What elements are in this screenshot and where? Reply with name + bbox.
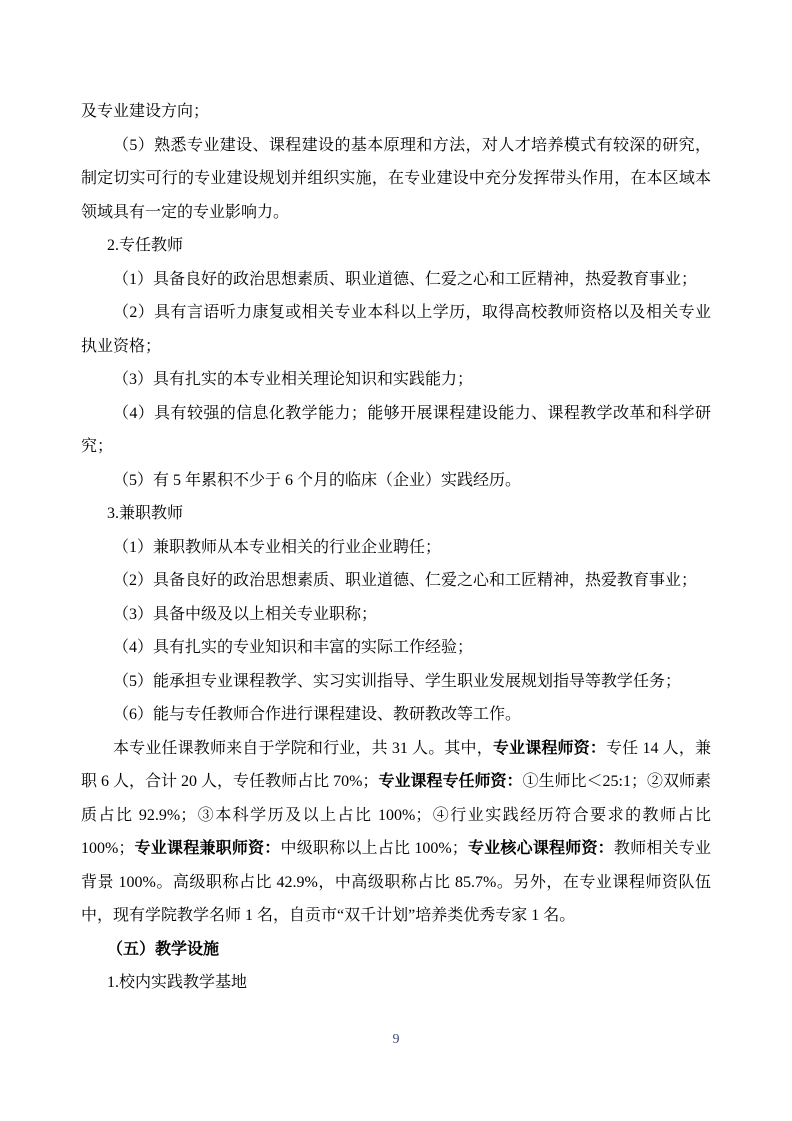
list-item: （6）能与专任教师合作进行课程建设、教研教改等工作。 <box>113 706 522 723</box>
list-item: （3）具有扎实的本专业相关理论知识和实践能力； <box>113 371 474 388</box>
subsection-heading-campus-practice-base: 1.校内实践教学基地 <box>107 974 248 991</box>
teacher-summary-paragraph <box>81 732 711 933</box>
summary-run: ①生师比＜25:1；②双师素质占比 92.9%；③本科学历及以上占比 100%；④行业实践经历符合要求的教师占比 100%； <box>81 773 711 857</box>
section-heading-teaching-facilities: （五）教学设施 <box>107 940 220 958</box>
paragraph: （5）熟悉专业建设、课程建设的基本原理和方法，对人才培养模式有较深的研究，制定切实可行的专业建设规划并组织实施，在专业建设中充分发挥带头作用，在本区域本领域具有一定的专业影响力。 <box>81 136 711 221</box>
list-item: （4）具有扎实的专业知识和丰富的实际工作经验； <box>113 639 474 656</box>
page-number: 9 <box>392 1032 400 1047</box>
list-item: （2）具有言语听力康复或相关专业本科以上学历，取得高校教师资格以及相关专业执业资格； <box>81 304 711 355</box>
summary-run: 教师相关专业背景 100%。高级职称占比 42.9%，中高级职称占比 85.7%。另外，在专业课程师资队伍中，现有学院教学名师 1 名，自贡市“双千计划”培养类优秀专家 1 名。 <box>81 840 711 924</box>
subsection-heading-part-time-teachers: 3.兼职教师 <box>107 505 184 522</box>
summary-run: 本专业任课教师来自于学院和行业，共 31 人。其中， <box>113 739 493 757</box>
list-item: （1）兼职教师从本专业相关的行业企业聘任； <box>113 538 442 556</box>
bold-term: 专业核心课程师资： <box>467 840 614 857</box>
bold-term: 专业课程专任师资： <box>378 773 523 790</box>
list-item: （1）具备良好的政治思想素质、职业道德、仁爱之心和工匠精神，热爱教育事业； <box>113 270 698 288</box>
list-item: （3）具备中级及以上相关专业职称； <box>113 605 378 623</box>
paragraph-continuation: 及专业建设方向； <box>81 103 210 120</box>
list-item: （4）具有较强的信息化教学能力；能够开展课程建设能力、课程教学改革和科学研究； <box>81 404 711 455</box>
subsection-heading-full-time-teachers: 2.专任教师 <box>107 237 184 254</box>
list-item: （5）能承担专业课程教学、实习实训指导、学生职业发展规划指导等教学任务； <box>113 672 682 690</box>
bold-term: 专业课程兼职师资： <box>134 840 281 857</box>
bold-term: 专业课程师资： <box>492 739 607 757</box>
list-item: （2）具备良好的政治思想素质、职业道德、仁爱之心和工匠精神，热爱教育事业； <box>113 572 698 589</box>
document-body <box>81 95 711 1000</box>
list-item: （5）有 5 年累积不少于 6 个月的临床（企业）实践经历。 <box>113 471 522 489</box>
summary-run: 专任 14 人，兼职 6 人，合计 20 人，专任教师占比 70%； <box>81 739 711 790</box>
summary-run: 中级职称以上占比 100%； <box>280 840 468 857</box>
